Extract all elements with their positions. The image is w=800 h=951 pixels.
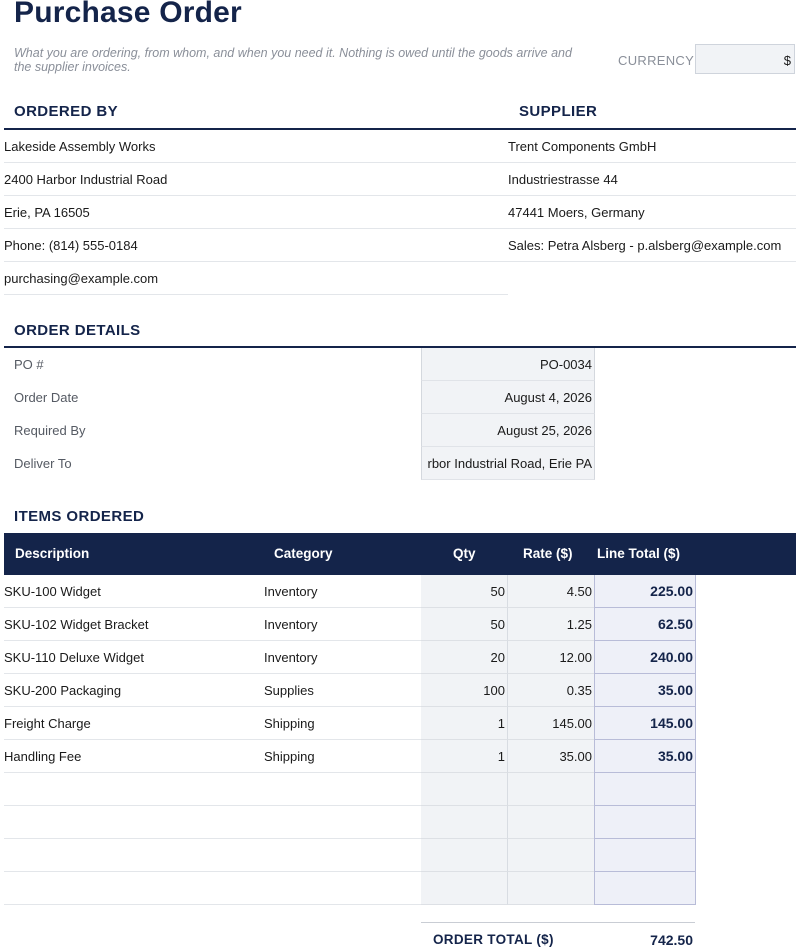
table-row xyxy=(4,839,796,872)
item-qty-cell[interactable]: 50 xyxy=(421,575,508,608)
order-date-label: Order Date xyxy=(14,390,79,405)
item-line-total-cell: 225.00 xyxy=(594,575,696,608)
page-subtitle: What you are ordering, from whom, and when you need it. Nothing is owed until the goods arrive and the supplier invoices. xyxy=(14,46,572,74)
ordered-by-line[interactable]: Phone: (814) 555-0184 xyxy=(4,229,508,262)
item-line-total-cell: 35.00 xyxy=(594,740,696,773)
table-row xyxy=(4,641,796,674)
item-line-total-cell xyxy=(594,839,696,872)
currency-label: CURRENCY xyxy=(618,53,695,68)
po-number-field[interactable]: PO-0034 xyxy=(421,348,595,381)
item-qty-cell[interactable]: 20 xyxy=(421,641,508,674)
required-by-label: Required By xyxy=(14,423,86,438)
item-description-cell[interactable]: SKU-200 Packaging xyxy=(4,674,264,707)
item-line-total-cell: 62.50 xyxy=(594,608,696,641)
page-title: Purchase Order xyxy=(14,0,242,29)
supplier-line[interactable]: Industriestrasse 44 xyxy=(508,163,796,196)
item-line-total-cell: 240.00 xyxy=(594,641,696,674)
total-divider xyxy=(421,922,695,923)
item-category-cell[interactable]: Inventory xyxy=(264,641,421,674)
item-rate-cell[interactable]: 35.00 xyxy=(508,740,595,773)
item-rate-cell[interactable]: 4.50 xyxy=(508,575,595,608)
item-description-cell[interactable] xyxy=(4,806,264,839)
table-row xyxy=(4,872,796,905)
item-rate-cell[interactable]: 1.25 xyxy=(508,608,595,641)
column-header-rate: Rate ($) xyxy=(523,546,573,561)
item-category-cell[interactable] xyxy=(264,806,421,839)
supplier-line[interactable]: Trent Components GmbH xyxy=(508,130,796,163)
item-qty-cell[interactable] xyxy=(421,806,508,839)
order-details-heading: ORDER DETAILS xyxy=(14,322,141,339)
item-line-total-cell xyxy=(594,806,696,839)
item-line-total-cell: 35.00 xyxy=(594,674,696,707)
item-qty-cell[interactable]: 50 xyxy=(421,608,508,641)
ordered-by-heading: ORDERED BY xyxy=(14,103,119,120)
item-qty-cell[interactable]: 100 xyxy=(421,674,508,707)
item-category-cell[interactable] xyxy=(264,839,421,872)
order-date-field[interactable]: August 4, 2026 xyxy=(421,381,595,414)
item-rate-cell[interactable]: 145.00 xyxy=(508,707,595,740)
item-category-cell[interactable]: Shipping xyxy=(264,707,421,740)
item-category-cell[interactable]: Inventory xyxy=(264,608,421,641)
table-row xyxy=(4,575,796,608)
ordered-by-line[interactable]: Lakeside Assembly Works xyxy=(4,130,508,163)
item-description-cell[interactable] xyxy=(4,839,264,872)
items-ordered-heading: ITEMS ORDERED xyxy=(14,508,145,525)
item-category-cell[interactable]: Inventory xyxy=(264,575,421,608)
item-qty-cell[interactable] xyxy=(421,839,508,872)
column-header-qty: Qty xyxy=(453,546,476,561)
item-category-cell[interactable]: Supplies xyxy=(264,674,421,707)
column-header-line-total: Line Total ($) xyxy=(597,546,680,561)
item-description-cell[interactable] xyxy=(4,872,264,905)
column-header-category: Category xyxy=(274,546,333,561)
item-qty-cell[interactable] xyxy=(421,872,508,905)
item-description-cell[interactable]: SKU-100 Widget xyxy=(4,575,264,608)
item-qty-cell[interactable]: 1 xyxy=(421,707,508,740)
item-category-cell[interactable]: Shipping xyxy=(264,740,421,773)
currency-input[interactable]: $ xyxy=(695,44,795,74)
item-line-total-cell xyxy=(594,872,696,905)
required-by-field[interactable]: August 25, 2026 xyxy=(421,414,595,447)
item-description-cell[interactable]: SKU-102 Widget Bracket xyxy=(4,608,264,641)
item-rate-cell[interactable] xyxy=(508,773,595,806)
item-qty-cell[interactable]: 1 xyxy=(421,740,508,773)
item-rate-cell[interactable] xyxy=(508,806,595,839)
ordered-by-line[interactable]: Erie, PA 16505 xyxy=(4,196,508,229)
item-line-total-cell: 145.00 xyxy=(594,707,696,740)
item-rate-cell[interactable] xyxy=(508,839,595,872)
table-row xyxy=(4,806,796,839)
deliver-to-label: Deliver To xyxy=(14,456,72,471)
item-line-total-cell xyxy=(594,773,696,806)
item-description-cell[interactable]: Handling Fee xyxy=(4,740,264,773)
order-total-label: ORDER TOTAL ($) xyxy=(433,932,554,947)
table-row xyxy=(4,674,796,707)
item-rate-cell[interactable]: 12.00 xyxy=(508,641,595,674)
item-description-cell[interactable]: Freight Charge xyxy=(4,707,264,740)
supplier-line[interactable]: 47441 Moers, Germany xyxy=(508,196,796,229)
item-description-cell[interactable]: SKU-110 Deluxe Widget xyxy=(4,641,264,674)
supplier-line[interactable]: Sales: Petra Alsberg - p.alsberg@example.com xyxy=(508,229,796,262)
item-category-cell[interactable] xyxy=(264,872,421,905)
order-details-divider xyxy=(4,346,796,348)
item-rate-cell[interactable] xyxy=(508,872,595,905)
item-category-cell[interactable] xyxy=(264,773,421,806)
item-qty-cell[interactable] xyxy=(421,773,508,806)
table-row xyxy=(4,740,796,773)
table-row xyxy=(4,707,796,740)
item-description-cell[interactable] xyxy=(4,773,264,806)
column-header-description: Description xyxy=(15,546,90,561)
item-rate-cell[interactable]: 0.35 xyxy=(508,674,595,707)
table-row xyxy=(4,773,796,806)
supplier-heading: SUPPLIER xyxy=(519,103,598,120)
po-number-label: PO # xyxy=(14,357,44,372)
ordered-by-line[interactable]: purchasing@example.com xyxy=(4,262,508,295)
ordered-by-line[interactable]: 2400 Harbor Industrial Road xyxy=(4,163,508,196)
deliver-to-field[interactable]: rbor Industrial Road, Erie PA xyxy=(421,447,595,480)
table-row xyxy=(4,608,796,641)
order-total-value: 742.50 xyxy=(650,932,693,948)
